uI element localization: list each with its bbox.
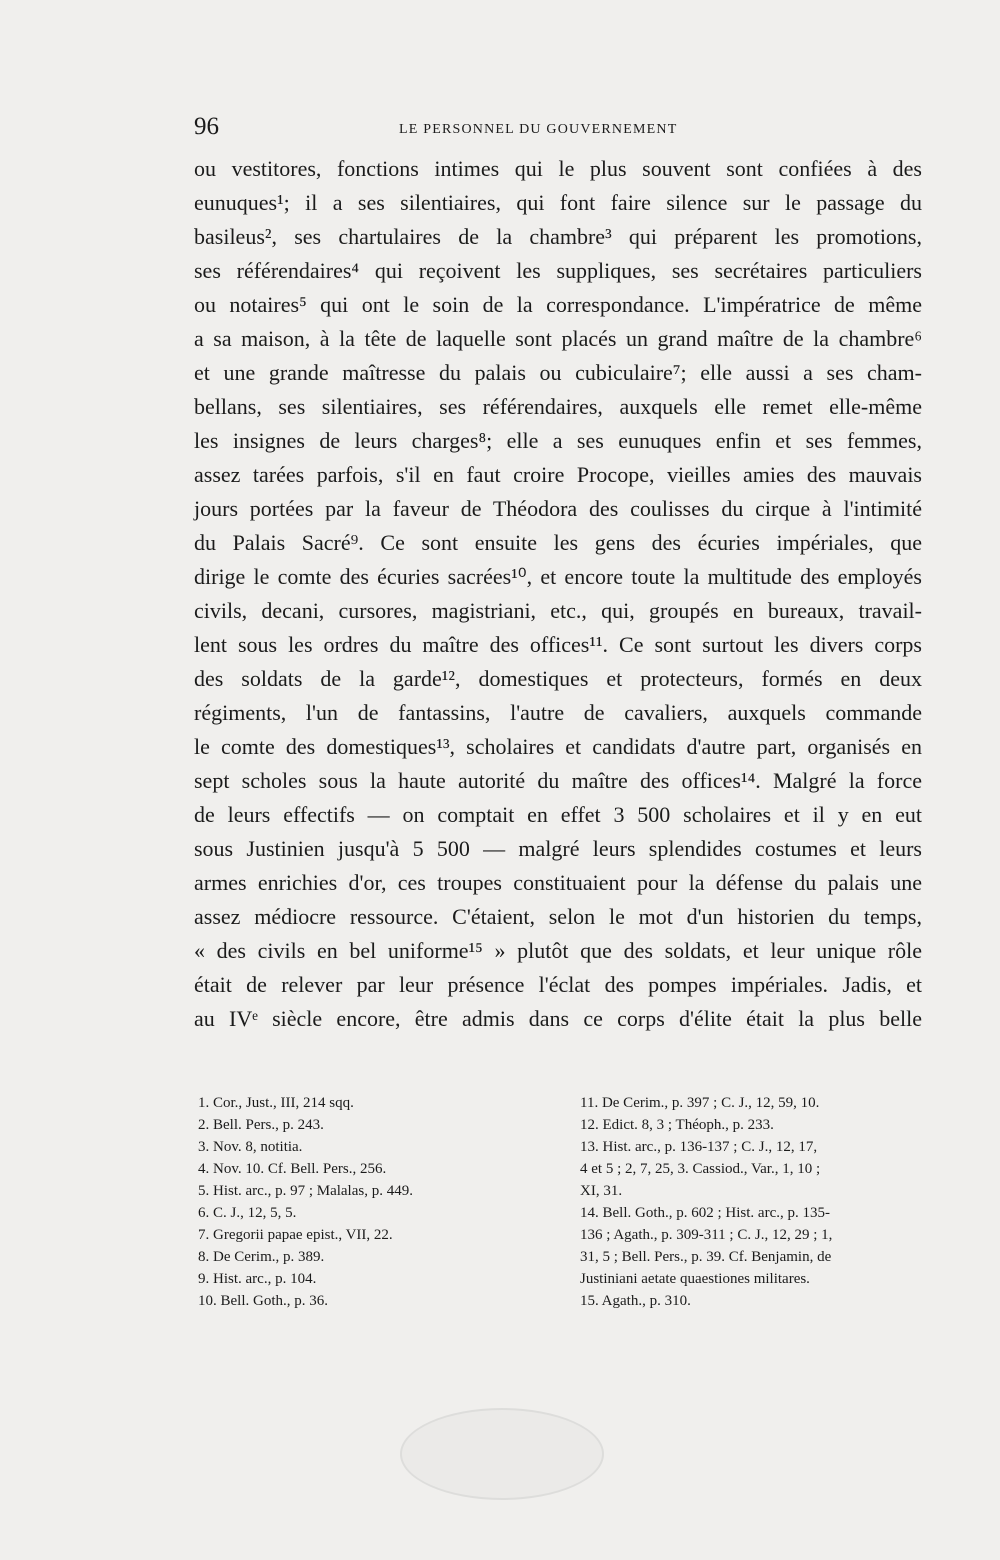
footnote-line: 8. De Cerim., p. 389.: [198, 1249, 325, 1265]
footnote-line: 14. Bell. Goth., p. 602 ; Hist. arc., p. 135-: [580, 1205, 830, 1221]
body-line: dirige le comte des écuries sacrées¹⁰, et encore toute la multitude des employés: [194, 564, 922, 589]
body-line: « des civils en bel uniforme¹⁵ » plutôt que des soldats, et leur unique rôle: [194, 938, 922, 963]
footnote-line: 7. Gregorii papae epist., VII, 22.: [198, 1227, 393, 1243]
footnote-line: 4. Nov. 10. Cf. Bell. Pers., 256.: [198, 1161, 387, 1177]
body-line: jours portées par la faveur de Théodora des coulisses du cirque à l'intimité: [194, 496, 922, 521]
body-line: assez tarées parfois, s'il en faut croire Procope, vieilles amies des mauvais: [194, 462, 922, 487]
body-line: lent sous les ordres du maître des offices¹¹. Ce sont surtout les divers corps: [194, 632, 922, 657]
footnote-line: 136 ; Agath., p. 309-311 ; C. J., 12, 29 ; 1,: [580, 1227, 833, 1243]
page-header: [194, 113, 924, 145]
running-head: LE PERSONNEL DU GOUVERNEMENT: [399, 122, 678, 137]
footnote-line: 1. Cor., Just., III, 214 sqq.: [198, 1095, 354, 1111]
body-line: régiments, l'un de fantassins, l'autre de cavaliers, auxquels commande: [194, 700, 922, 725]
body-line: de leurs effectifs — on comptait en effet 3 500 scholaires et il y en eut: [194, 802, 922, 827]
body-line: le comte des domestiques¹³, scholaires et candidats d'autre part, organisés en: [194, 734, 922, 759]
body-line: sept scholes sous la haute autorité du maître des offices¹⁴. Malgré la force: [194, 768, 922, 793]
footnote-line: 15. Agath., p. 310.: [580, 1293, 691, 1309]
body-line: au IVᵉ siècle encore, être admis dans ce corps d'élite était la plus belle: [194, 1006, 922, 1031]
footnote-line: 9. Hist. arc., p. 104.: [198, 1271, 317, 1287]
footnote-line: 11. De Cerim., p. 397 ; C. J., 12, 59, 10.: [580, 1095, 820, 1111]
footnotes: [198, 1092, 928, 1332]
footnote-line: 4 et 5 ; 2, 7, 25, 3. Cassiod., Var., 1, 10 ;: [580, 1161, 821, 1177]
body-line: ses référendaires⁴ qui reçoivent les suppliques, ses secrétaires particuliers: [194, 258, 922, 283]
footnote-line: 31, 5 ; Bell. Pers., p. 39. Cf. Benjamin, de: [580, 1249, 832, 1265]
footnote-line: 3. Nov. 8, notitia.: [198, 1139, 303, 1155]
footnote-line: 10. Bell. Goth., p. 36.: [198, 1293, 328, 1309]
body-line: sous Justinien jusqu'à 5 500 — malgré leurs splendides costumes et leurs: [194, 836, 922, 861]
body-line: et une grande maîtresse du palais ou cubiculaire⁷; elle aussi a ses cham-: [194, 360, 922, 385]
body-text: [194, 152, 922, 1062]
page-number: 96: [194, 113, 219, 140]
body-line: des soldats de la garde¹², domestiques et protecteurs, formés en deux: [194, 666, 922, 691]
body-line: eunuques¹; il a ses silentiaires, qui font faire silence sur le passage du: [194, 190, 922, 215]
body-line: assez médiocre ressource. C'étaient, selon le mot d'un historien du temps,: [194, 904, 922, 929]
footnote-line: 6. C. J., 12, 5, 5.: [198, 1205, 297, 1221]
body-line: bellans, ses silentiaires, ses référendaires, auxquels elle remet elle-même: [194, 394, 922, 419]
body-line: du Palais Sacré⁹. Ce sont ensuite les gens des écuries impériales, que: [194, 530, 922, 555]
body-line: les insignes de leurs charges⁸; elle a ses eunuques enfin et ses femmes,: [194, 428, 922, 453]
body-line: a sa maison, à la tête de laquelle sont placés un grand maître de la chambre⁶: [194, 326, 922, 351]
body-line: armes enrichies d'or, ces troupes constituaient pour la défense du palais une: [194, 870, 922, 895]
footnote-line: 13. Hist. arc., p. 136-137 ; C. J., 12, 17,: [580, 1139, 818, 1155]
footnote-line: Justiniani aetate quaestiones militares.: [580, 1271, 810, 1287]
footnote-line: 5. Hist. arc., p. 97 ; Malalas, p. 449.: [198, 1183, 413, 1199]
body-line: ou notaires⁵ qui ont le soin de la correspondance. L'impératrice de même: [194, 292, 922, 317]
footnote-line: 12. Edict. 8, 3 ; Théoph., p. 233.: [580, 1117, 774, 1133]
footnote-line: 2. Bell. Pers., p. 243.: [198, 1117, 324, 1133]
footnote-line: XI, 31.: [580, 1183, 623, 1199]
body-line: ou vestitores, fonctions intimes qui le plus souvent sont confiées à des: [194, 156, 922, 181]
body-line: était de relever par leur présence l'éclat des pompes impériales. Jadis, et: [194, 972, 922, 997]
body-line: basileus², ses chartulaires de la chambre³ qui préparent les promotions,: [194, 224, 922, 249]
library-stamp: [400, 1408, 604, 1500]
body-line: civils, decani, cursores, magistriani, etc., qui, groupés en bureaux, travail-: [194, 598, 922, 623]
